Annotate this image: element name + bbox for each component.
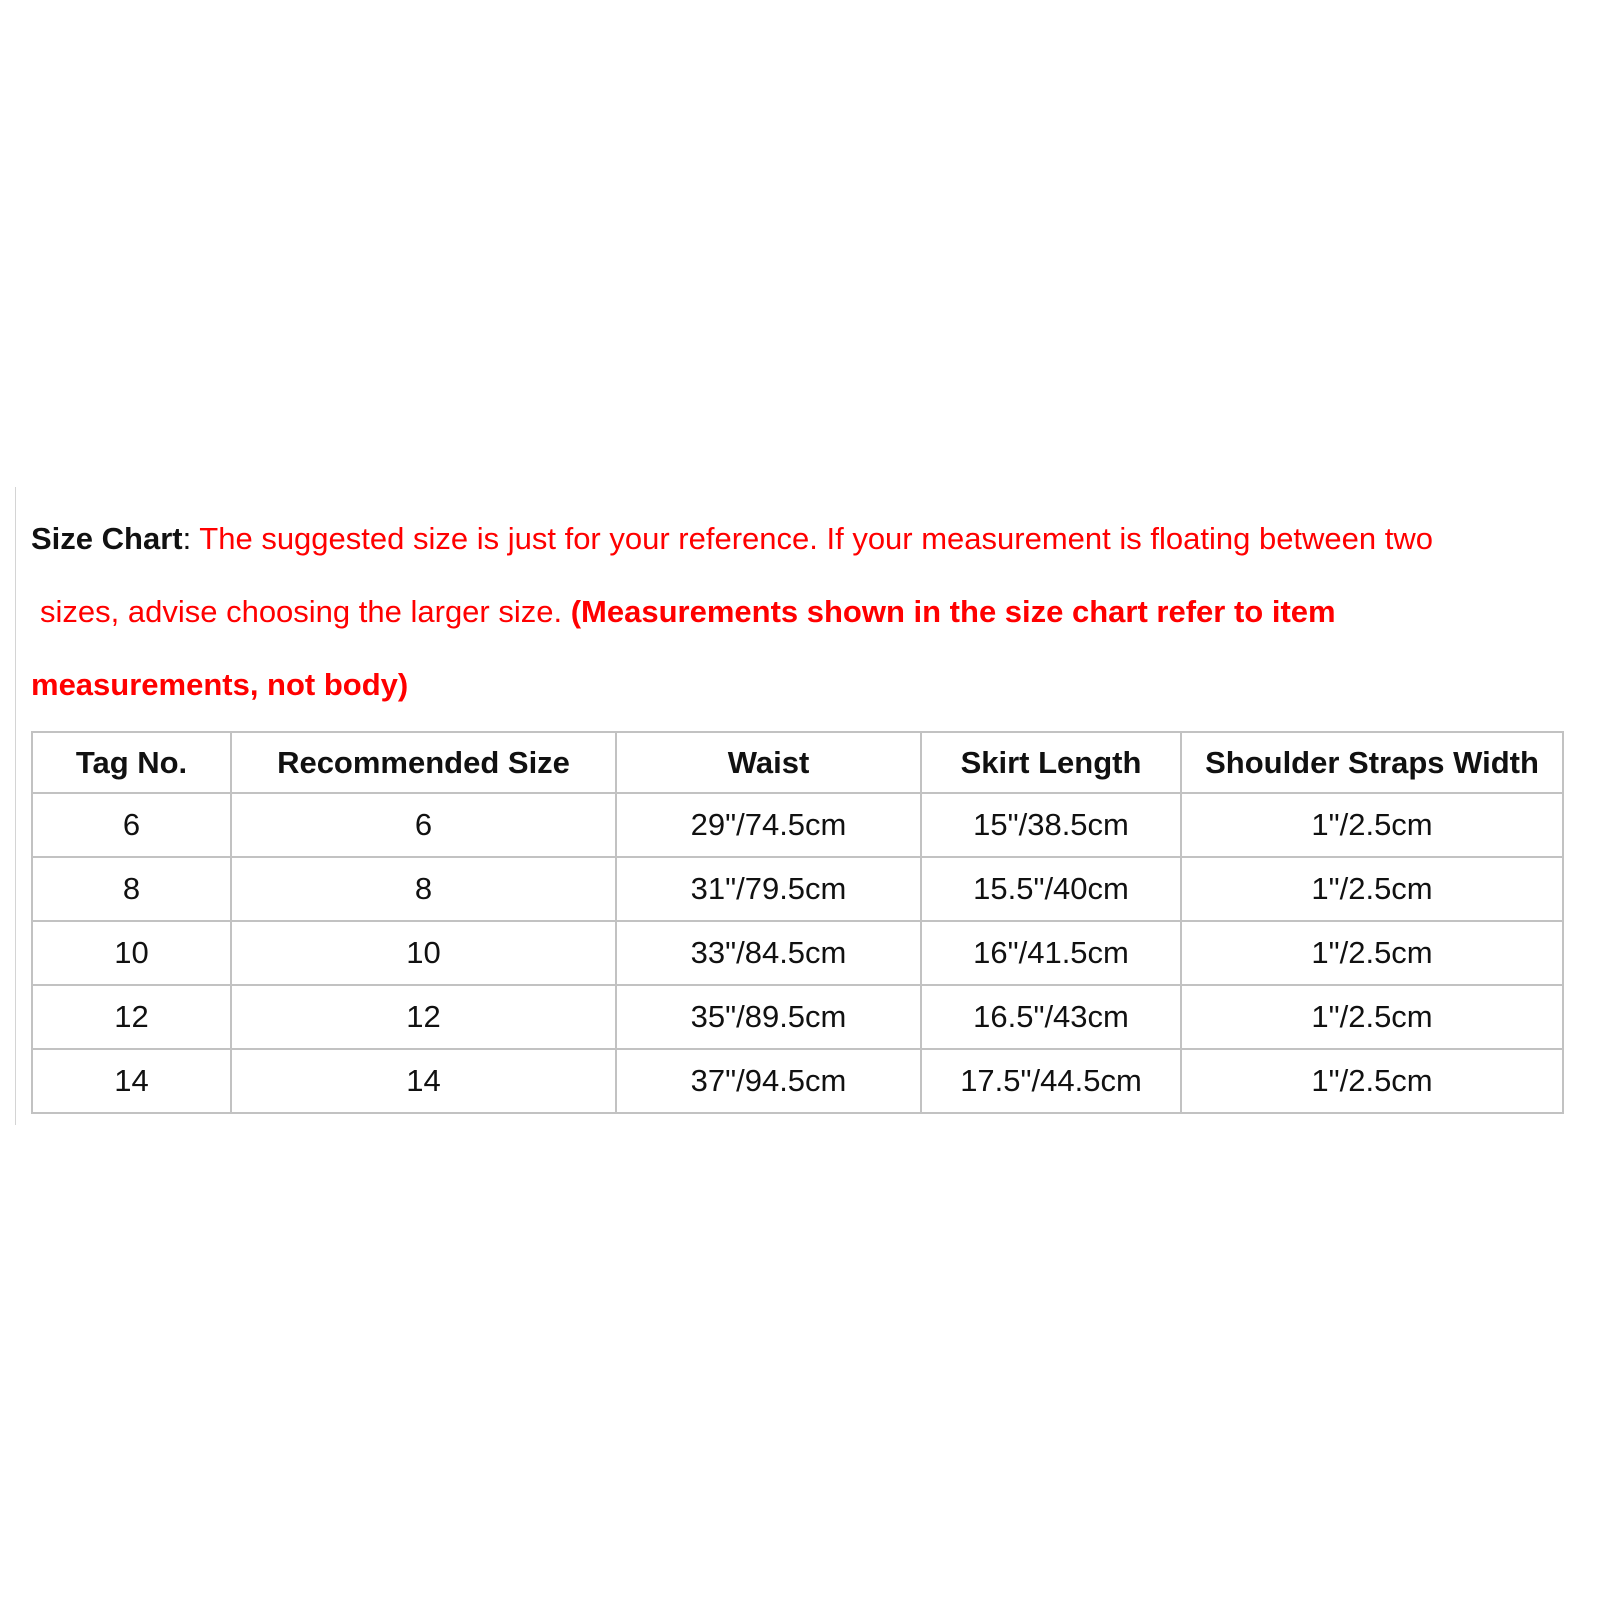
cell-recommended-size: 6 [231, 793, 616, 857]
cell-skirt-length: 15"/38.5cm [921, 793, 1181, 857]
left-divider [15, 487, 16, 1125]
table-row [32, 985, 1563, 1049]
size-chart-label: Size Chart [31, 521, 183, 556]
cell-waist: 29"/74.5cm [616, 793, 921, 857]
size-chart-intro [31, 502, 1571, 721]
header-shoulder-straps-width: Shoulder Straps Width [1181, 732, 1563, 793]
header-tag-no: Tag No. [32, 732, 231, 793]
header-skirt-length: Skirt Length [921, 732, 1181, 793]
table-row [32, 857, 1563, 921]
header-recommended-size: Recommended Size [231, 732, 616, 793]
cell-shoulder-straps-width: 1"/2.5cm [1181, 793, 1563, 857]
cell-tag-no: 8 [32, 857, 231, 921]
label-colon: : [182, 521, 192, 556]
cell-recommended-size: 8 [231, 857, 616, 921]
cell-tag-no: 12 [32, 985, 231, 1049]
cell-skirt-length: 17.5"/44.5cm [921, 1049, 1181, 1113]
cell-waist: 35"/89.5cm [616, 985, 921, 1049]
cell-skirt-length: 15.5"/40cm [921, 857, 1181, 921]
intro-line-2 [31, 575, 1571, 648]
cell-tag-no: 6 [32, 793, 231, 857]
cell-waist: 33"/84.5cm [616, 921, 921, 985]
cell-waist: 31"/79.5cm [616, 857, 921, 921]
cell-shoulder-straps-width: 1"/2.5cm [1181, 985, 1563, 1049]
intro-bold-note-2: measurements, not body) [31, 667, 409, 702]
table-row [32, 1049, 1563, 1113]
intro-text-2: sizes, advise choosing the larger size. [40, 594, 571, 629]
table-row [32, 921, 1563, 985]
table-row [32, 793, 1563, 857]
cell-skirt-length: 16.5"/43cm [921, 985, 1181, 1049]
cell-waist: 37"/94.5cm [616, 1049, 921, 1113]
cell-skirt-length: 16"/41.5cm [921, 921, 1181, 985]
cell-recommended-size: 12 [231, 985, 616, 1049]
cell-tag-no: 14 [32, 1049, 231, 1113]
cell-recommended-size: 10 [231, 921, 616, 985]
intro-line-3 [31, 648, 1571, 721]
table-header-row [32, 732, 1563, 793]
intro-line-1 [31, 502, 1571, 575]
cell-recommended-size: 14 [231, 1049, 616, 1113]
intro-bold-note-1: (Measurements shown in the size chart refer to item [570, 594, 1336, 629]
cell-tag-no: 10 [32, 921, 231, 985]
cell-shoulder-straps-width: 1"/2.5cm [1181, 857, 1563, 921]
header-waist: Waist [616, 732, 921, 793]
cell-shoulder-straps-width: 1"/2.5cm [1181, 921, 1563, 985]
size-table [31, 731, 1564, 1114]
cell-shoulder-straps-width: 1"/2.5cm [1181, 1049, 1563, 1113]
intro-text-1: The suggested size is just for your reference. If your measurement is floating between two [191, 521, 1434, 556]
